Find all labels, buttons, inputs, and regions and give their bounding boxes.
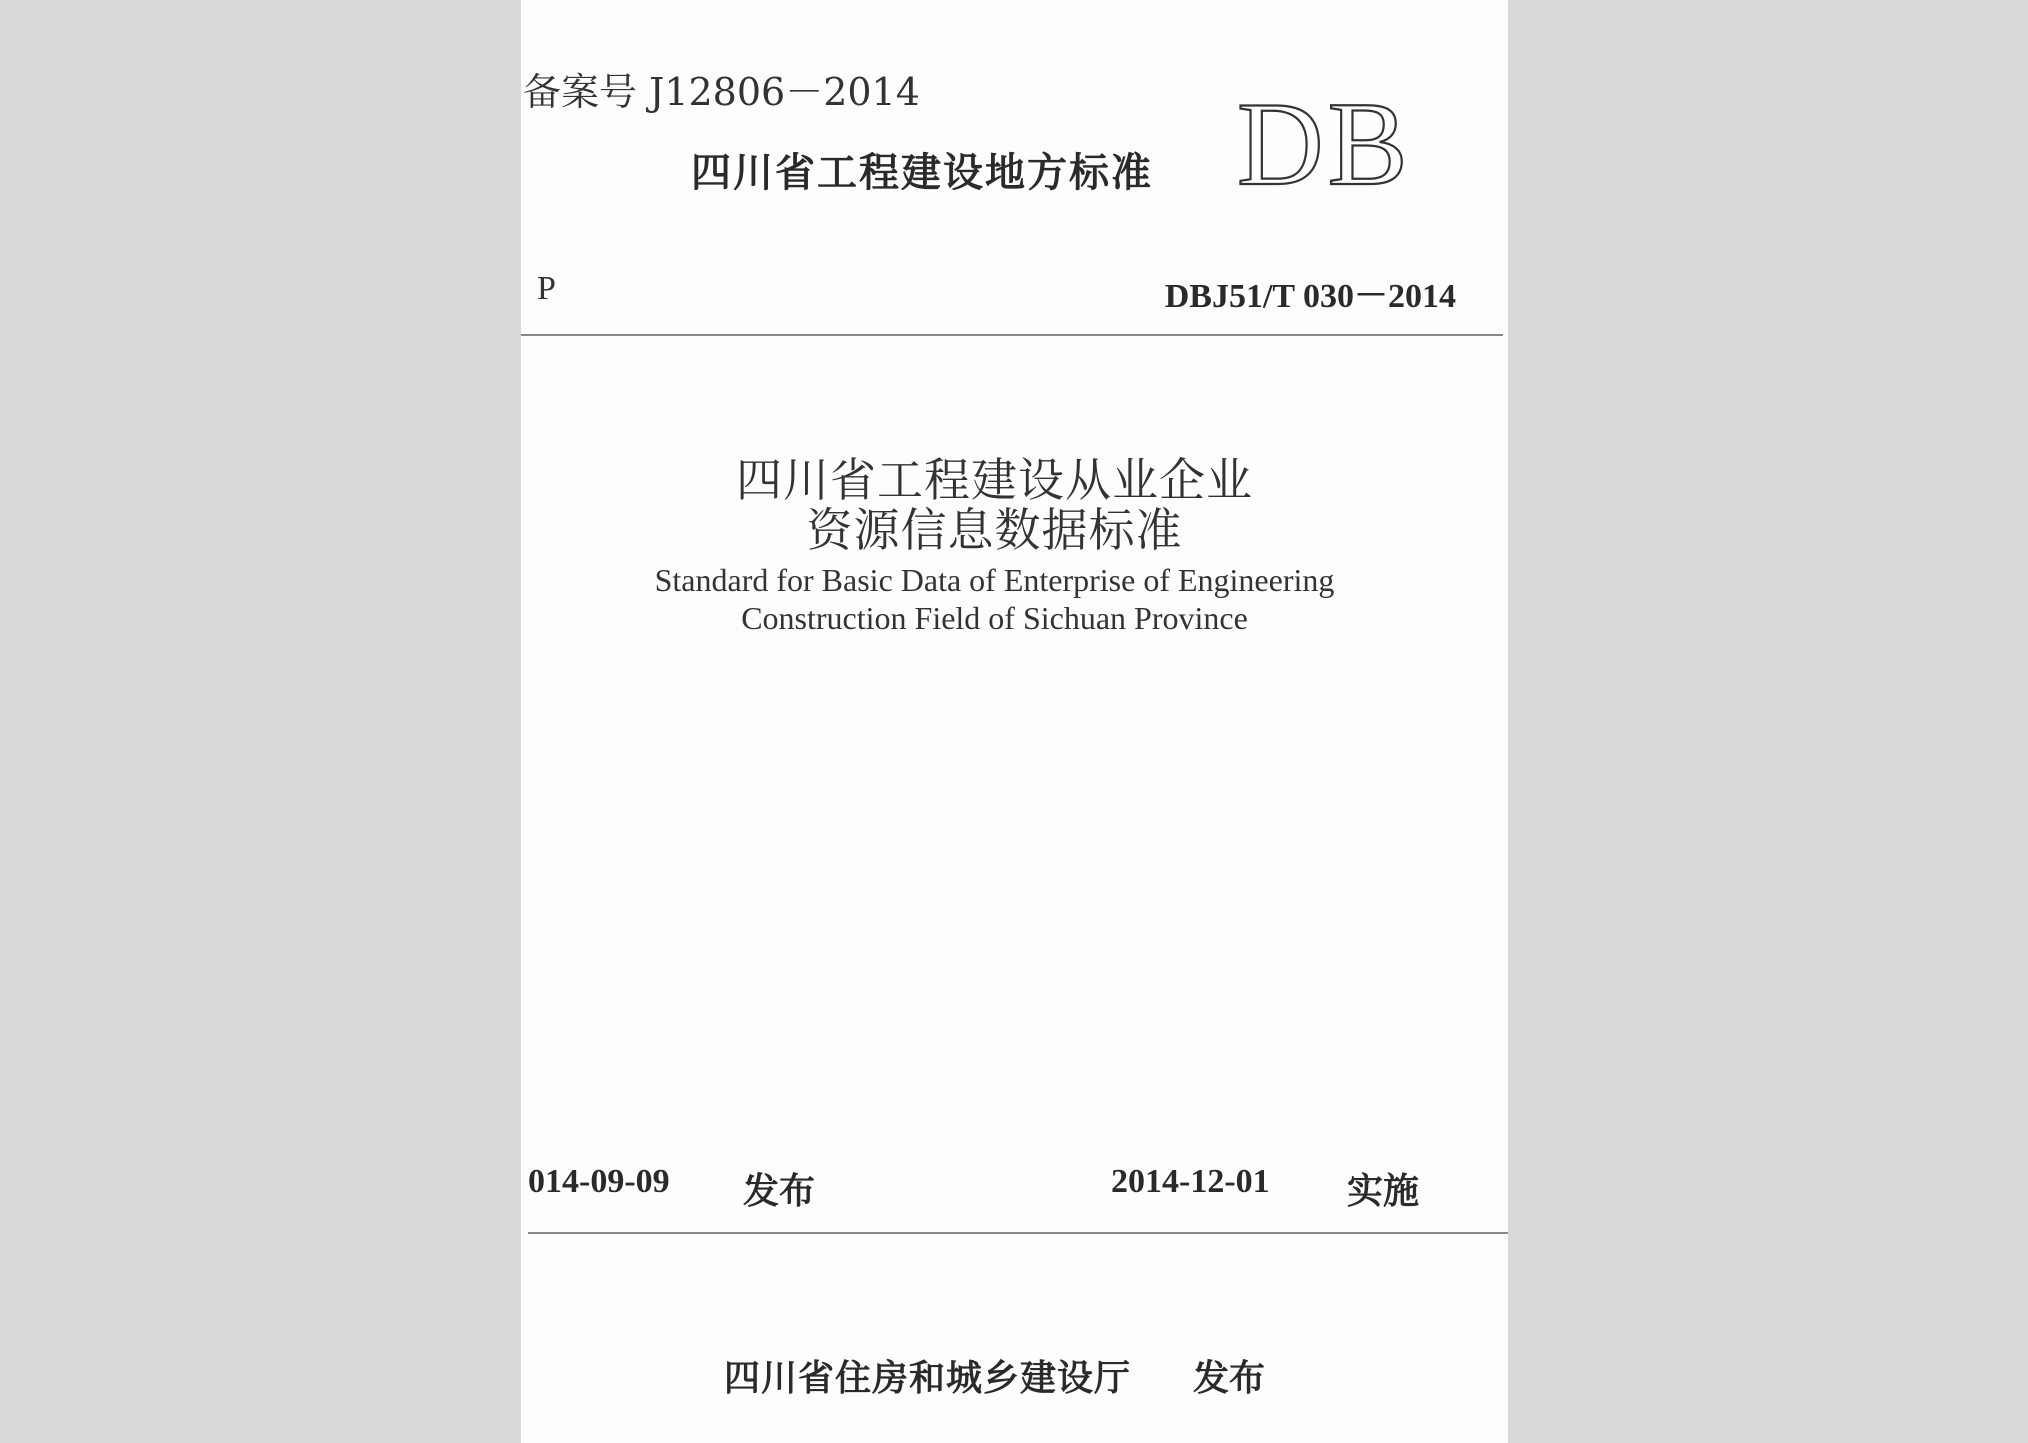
issuer-label: 发布 (1193, 1358, 1266, 1399)
publish-date: 014-09-09 (528, 1163, 670, 1200)
bottom-divider (528, 1232, 1508, 1234)
db-logo-text: DB (1237, 92, 1412, 196)
standard-number: DBJ51/T 030－2014 (1164, 278, 1456, 315)
title-cn-line-1: 四川省工程建设从业企业 (736, 453, 1253, 507)
record-number: 备案号 J12806－2014 (523, 70, 920, 114)
title-en-line-2: Construction Field of Sichuan Province (741, 600, 1248, 636)
standard-cover-page (521, 0, 1508, 1443)
publish-label: 发布 (743, 1171, 816, 1212)
top-divider (521, 334, 1503, 336)
implement-date: 2014-12-01 (1111, 1163, 1270, 1200)
title-cn-line-2: 资源信息数据标准 (806, 503, 1183, 557)
classification-code: P (537, 270, 556, 307)
db-logo (1237, 92, 1457, 196)
implement-label: 实施 (1347, 1171, 1420, 1212)
standard-kind: 四川省工程建设地方标准 (691, 150, 1153, 196)
issuer-name: 四川省住房和城乡建设厅 (724, 1358, 1132, 1399)
title-en-line-1: Standard for Basic Data of Enterprise of Engineering (654, 562, 1335, 598)
